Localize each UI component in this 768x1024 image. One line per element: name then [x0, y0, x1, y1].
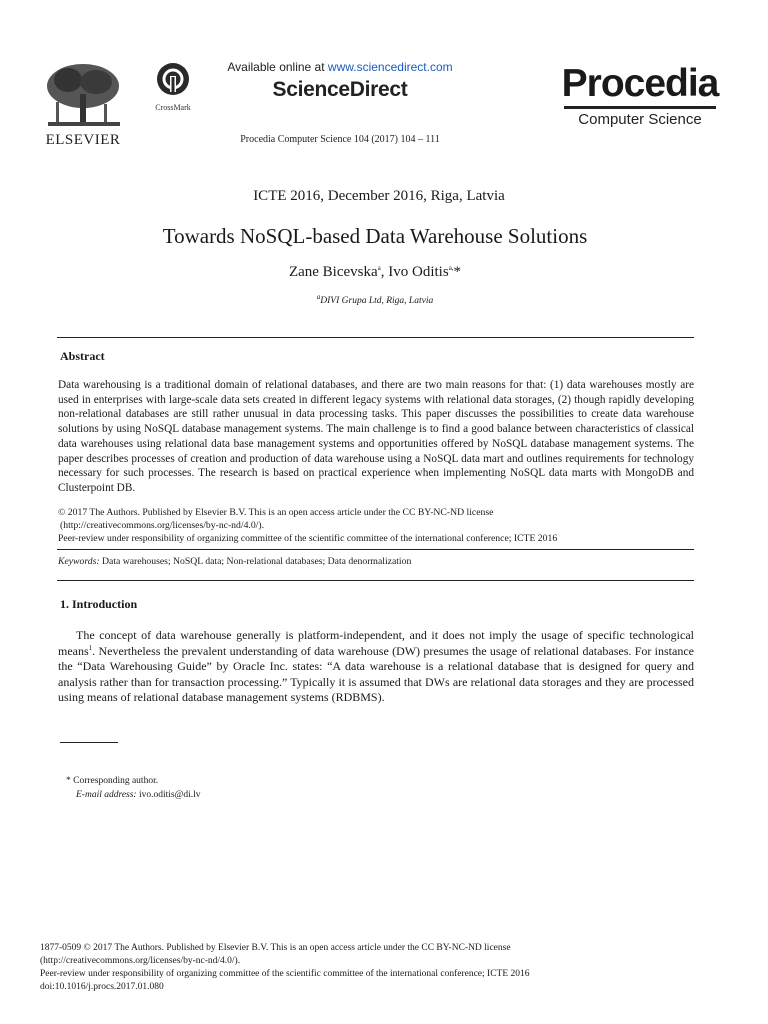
- sciencedirect-link[interactable]: www.sciencedirect.com: [327, 60, 453, 74]
- corresponding-mark: *: [453, 264, 462, 280]
- footer-peer-review: Peer-review under responsibility of organizing committee of the scientific committee of the international conference; ICTE 2016: [40, 969, 530, 979]
- keywords-line: [58, 556, 694, 567]
- author-2-affiliation: a,: [448, 264, 454, 272]
- introduction-heading: 1. Introduction: [60, 597, 138, 611]
- author-1-affiliation: a: [377, 264, 381, 272]
- intro-text-part-1: The concept of data warehouse generally is platform-independent, and it does not imply the usage of specific technological means: [58, 628, 694, 658]
- footnote-rule: [60, 742, 118, 743]
- affiliation-text: DIVI Grupa Ltd, Riga, Latvia: [320, 296, 434, 306]
- email-label: E-mail address:: [76, 790, 137, 800]
- crossmark-icon: [156, 62, 190, 96]
- author-separator: ,: [380, 264, 389, 280]
- corresponding-author-note: * Corresponding author.: [66, 776, 159, 786]
- abstract-text: Data warehousing is a traditional domain of relational databases, and there are two main reasons for that: (1) data warehouses mostly are used in enterprises with large-scale data sets created in different legacy systems with relational data storages, (2) though rapidly developing non-relational databases are still rather unusual in data processing tasks. This paper discusses the possibilities to create data warehouse solutions by using NoSQL database management systems. The main challenge is to find a good balance between characteristics of classical data warehouses using relational data base management systems and opportunities offered by NoSQL database management systems. The paper describes processes of creation and production of data warehouse using a NoSQL data mart and outlines requirements for technology necessary for such processes. The research is based on practical experience when implementing NoSQL data marts with MongoDB and Clusterpoint DB.: [58, 379, 694, 494]
- abstract-heading: Abstract: [60, 349, 105, 363]
- author-2: Ivo Oditis: [388, 264, 449, 280]
- sciencedirect-brand: ScienceDirect: [272, 78, 408, 101]
- crossmark-label: CrossMark: [155, 103, 191, 112]
- license-link[interactable]: (http://creativecommons.org/licenses/by-nc-nd/4.0/).: [60, 520, 265, 531]
- affiliation: [0, 292, 750, 306]
- author-1: Zane Bicevska: [288, 264, 378, 280]
- license-line-1: © 2017 The Authors. Published by Elsevier B.V. This is an open access article under the CC BY-NC-ND license: [58, 507, 494, 518]
- publisher-name: ELSEVIER: [45, 132, 121, 148]
- email-address[interactable]: ivo.oditis@di.lv: [136, 790, 201, 800]
- procedia-divider: [564, 106, 716, 109]
- keywords-rule: [57, 549, 694, 550]
- keywords-text: Data warehouses; NoSQL data; Non-relational databases; Data denormalization: [99, 556, 412, 567]
- peer-review-line: Peer-review under responsibility of organizing committee of the scientific committee of the international conference; ICTE 2016: [58, 533, 558, 544]
- journal-name: Procedia: [561, 62, 719, 105]
- availability-line: [190, 60, 490, 74]
- footer-doi[interactable]: doi:10.1016/j.procs.2017.01.080: [40, 982, 164, 992]
- footer-copyright: 1877-0509 © 2017 The Authors. Published by Elsevier B.V. This is an open access article under the CC BY-NC-ND license: [40, 943, 511, 953]
- availability-prefix: Available online at: [227, 60, 328, 74]
- affiliation-marker: a: [316, 292, 321, 301]
- abstract-bottom-rule: [57, 580, 694, 581]
- authors-line: [0, 264, 750, 281]
- footer-license-link[interactable]: (http://creativecommons.org/licenses/by-nc-nd/4.0/).: [40, 956, 241, 966]
- journal-citation: Procedia Computer Science 104 (2017) 104 – 111: [240, 134, 440, 145]
- journal-subname: Computer Science: [578, 111, 702, 128]
- procedia-logo: [560, 64, 720, 128]
- conference-line: ICTE 2016, December 2016, Riga, Latvia: [253, 188, 505, 204]
- intro-text-part-2: . Nevertheless the prevalent understanding of data warehouse (DW) presumes the usage of relational databases. For instance the “Data Warehousing Guide” by Oracle Inc. states: “A data warehouse is a relational database that is designed for query and analysis rather than for transaction processing.” Typically it is assumed that DWs are relational data storages and they are processed using means of relational database management systems (RDBMS).: [58, 643, 694, 705]
- email-note: [76, 790, 201, 800]
- keywords-label: Keywords:: [58, 556, 100, 567]
- abstract-top-rule: [57, 337, 694, 338]
- footnote-ref[interactable]: 1: [88, 643, 93, 652]
- paper-title: Towards NoSQL-based Data Warehouse Solutions: [162, 224, 588, 248]
- introduction-text: [58, 628, 694, 706]
